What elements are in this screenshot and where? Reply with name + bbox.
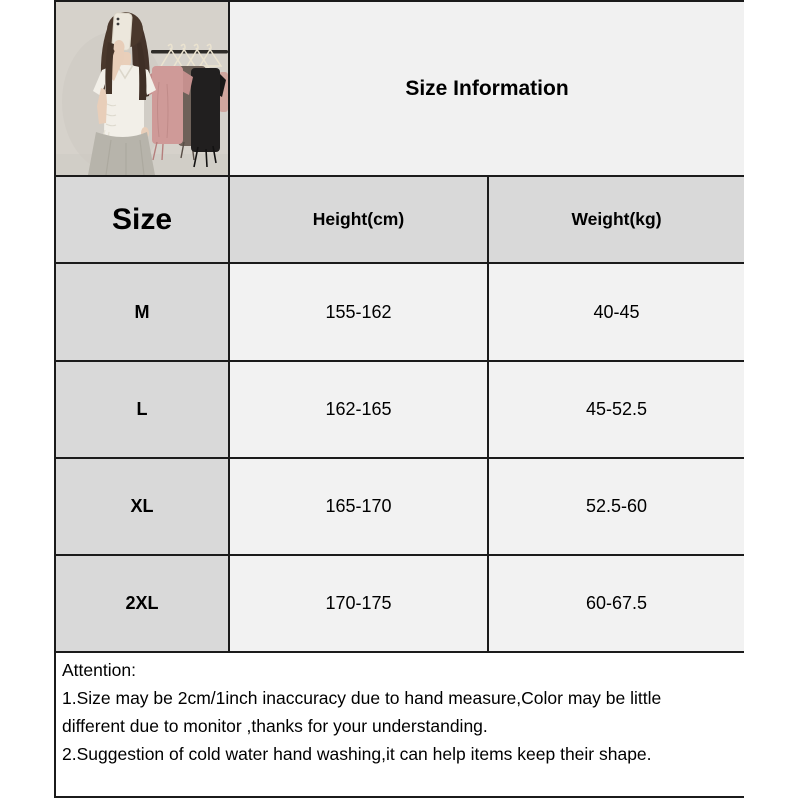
attention-line-1: 1.Size may be 2cm/1inch inaccuracy due to hand measure,Color may be little	[62, 688, 662, 708]
row-2xl-weight: 60-67.5	[489, 556, 744, 651]
row-l-height: 162-165	[230, 362, 487, 457]
attention-line-2: different due to monitor ,thanks for your understanding.	[62, 716, 488, 736]
row-m-size: M	[56, 264, 228, 360]
row-xl-height: 165-170	[230, 459, 487, 554]
page-title: Size Information	[230, 2, 744, 175]
pants	[88, 132, 155, 175]
phone-camera	[117, 18, 120, 21]
row-xl-weight: 52.5-60	[489, 459, 744, 554]
attention-title: Attention:	[62, 660, 136, 680]
row-xl-size: XL	[56, 459, 228, 554]
column-header-size: Size	[56, 177, 228, 262]
row-m-weight: 40-45	[489, 264, 744, 360]
clothing-rack-bar	[151, 50, 228, 54]
hand	[114, 40, 125, 54]
product-photo	[56, 2, 228, 175]
product-photo-illustration	[56, 2, 228, 175]
row-l-size: L	[56, 362, 228, 457]
row-2xl-size: 2XL	[56, 556, 228, 651]
column-header-weight: Weight(kg)	[489, 177, 744, 262]
row-2xl-height: 170-175	[230, 556, 487, 651]
row-l-weight: 45-52.5	[489, 362, 744, 457]
attention-note	[56, 653, 744, 796]
attention-line-3: 2.Suggestion of cold water hand washing,it can help items keep their shape.	[62, 744, 652, 764]
size-chart-table	[54, 0, 744, 798]
column-header-height: Height(cm)	[230, 177, 487, 262]
phone-camera2	[117, 23, 120, 26]
row-m-height: 155-162	[230, 264, 487, 360]
